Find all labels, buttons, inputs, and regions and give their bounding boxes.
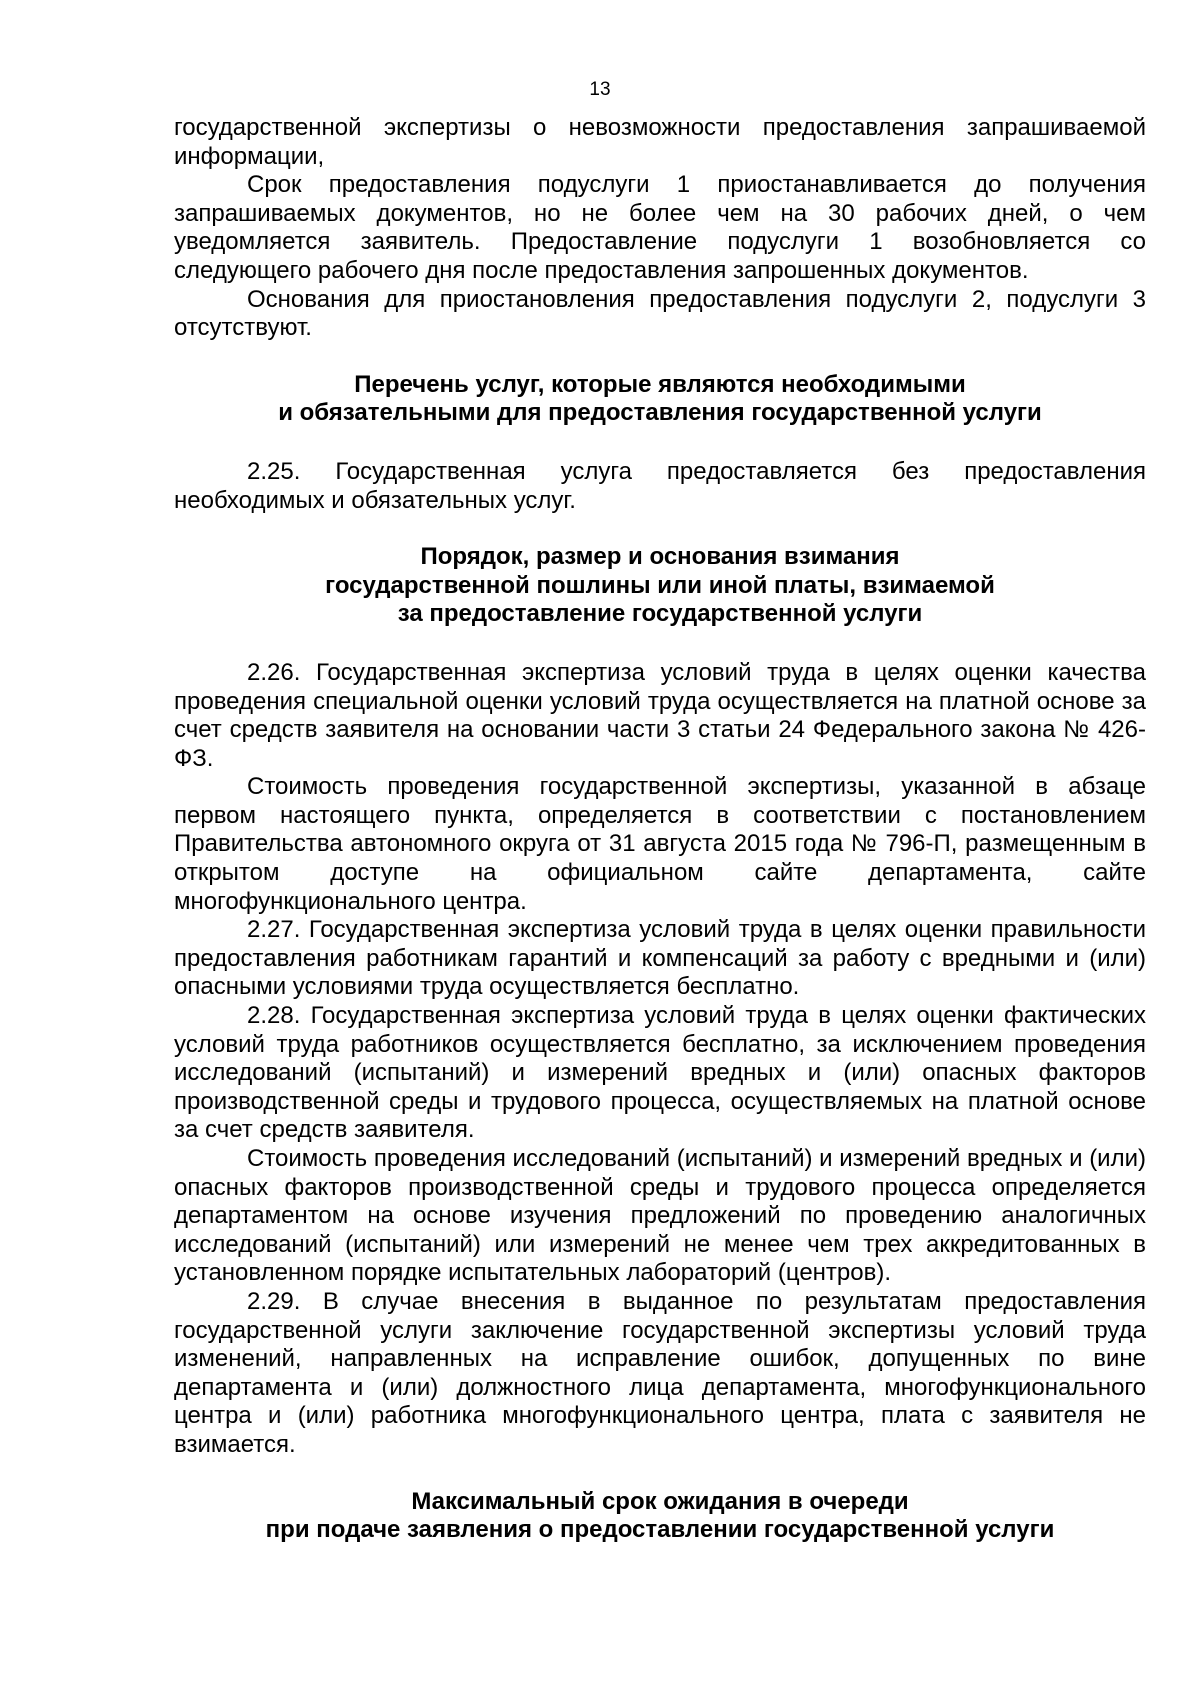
paragraph-research-cost: Стоимость проведения исследований (испытаний) и измерений вредных и (или) опасных факторов производственной среды и трудового процесса определяется департаментом на основе изучения предложений по проведению аналогичных исследований (испытаний) или измерений не менее чем трех аккредитованных в установленном порядке испытательных лабораторий (центров). xyxy=(174,1145,1146,1287)
paragraph-suspension-term: Срок предоставления подуслуги 1 приостанавливается до получения запрашиваемых документов, но не более чем на 30 рабочих дней, о чем уведомляется заявитель. Предоставление подуслуги 1 возобновляется со следующего рабочего дня после предоставления запрошенных документов. xyxy=(174,171,1146,284)
heading-line: за предоставление государственной услуги xyxy=(397,600,923,628)
heading-queue-waiting-time xyxy=(174,1488,1146,1545)
heading-line: Перечень услуг, которые являются необходимыми xyxy=(354,370,966,398)
paragraph-2-29: 2.29. В случае внесения в выданное по результатам предоставления государственной услуги заключение государственной экспертизы условий труда изменений, направленных на исправление ошибок, допущенных по вине департамента и (или) должностного лица департамента, многофункционального центра и (или) работника многофункционального центра, плата с заявителя не взимается. xyxy=(174,1287,1146,1458)
paragraph-2-26: 2.26. Государственная экспертиза условий труда в целях оценки качества проведения специальной оценки условий труда осуществляется на платной основе за счет средств заявителя на основании части 3 статьи 24 Федерального закона № 426-ФЗ. xyxy=(174,658,1146,772)
heading-line: при подаче заявления о предоставлении государственной услуги xyxy=(265,1516,1055,1544)
paragraph-intro-continuation: государственной экспертизы о невозможности предоставления запрашиваемой информации, xyxy=(174,114,1146,170)
paragraph-2-25: 2.25. Государственная услуга предоставляется без предоставления необходимых и обязательных услуг. xyxy=(174,457,1146,514)
paragraph-expertise-cost: Стоимость проведения государственной экспертизы, указанной в абзаце первом настоящего пункта, определяется в соответствии с постановлением Правительства автономного округа от 31 августа 2015 года № 796-П, размещенным в открытом доступе на официальном сайте департамента, сайте многофункционального центра. xyxy=(174,773,1146,915)
heading-line: Максимальный срок ожидания в очереди xyxy=(411,1487,909,1515)
heading-fees xyxy=(174,543,1146,629)
page-number: 13 xyxy=(589,79,611,100)
paragraph-2-28: 2.28. Государственная экспертиза условий труда в целях оценки фактических условий труда работников осуществляется бесплатно, за исключением проведения исследований (испытаний) и измерений вредных и (или) опасных факторов производственной среды и трудового процесса, осуществляемых на платной основе за счет средств заявителя. xyxy=(174,1002,1146,1144)
heading-line: и обязательными для предоставления государственной услуги xyxy=(278,399,1042,427)
heading-line: Порядок, размер и основания взимания xyxy=(420,543,900,571)
paragraph-suspension-grounds: Основания для приостановления предоставления подуслуги 2, подуслуги 3 отсутствуют. xyxy=(174,285,1146,342)
heading-required-services xyxy=(174,371,1146,428)
document-body xyxy=(174,114,1146,1545)
heading-line: государственной пошлины или иной платы, взимаемой xyxy=(325,571,995,599)
paragraph-2-27: 2.27. Государственная экспертиза условий труда в целях оценки правильности предоставления работникам гарантий и компенсаций за работу с вредными и (или) опасными условиями труда осуществляется бесплатно. xyxy=(174,916,1146,1001)
